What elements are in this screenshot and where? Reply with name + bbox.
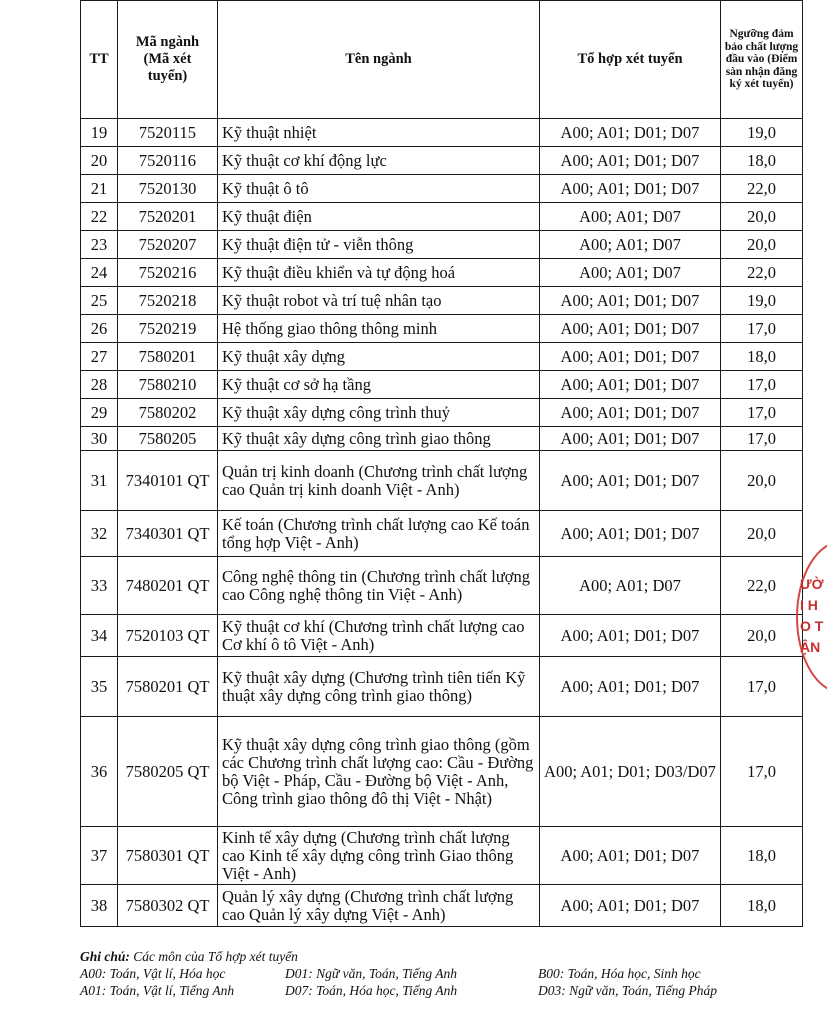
header-name: Tên ngành <box>218 1 540 119</box>
cell-name: Kỹ thuật xây dựng <box>218 343 540 371</box>
cell-code: 7580202 <box>118 399 218 427</box>
cell-score: 17,0 <box>721 717 803 827</box>
table-row <box>81 657 803 717</box>
table-row <box>81 315 803 343</box>
cell-combo: A00; A01; D01; D07 <box>540 147 721 175</box>
cell-tt: 23 <box>81 231 118 259</box>
stamp-text: O T <box>800 618 824 634</box>
notes-row-2 <box>80 982 820 999</box>
stamp-text: ƯỜ <box>800 576 824 592</box>
table-body <box>81 119 803 927</box>
cell-code: 7520216 <box>118 259 218 287</box>
cell-tt: 36 <box>81 717 118 827</box>
cell-score: 20,0 <box>721 615 803 657</box>
cell-code: 7580201 QT <box>118 657 218 717</box>
table-row <box>81 231 803 259</box>
cell-score: 18,0 <box>721 885 803 927</box>
cell-tt: 26 <box>81 315 118 343</box>
cell-combo: A00; A01; D01; D07 <box>540 451 721 511</box>
notes-row-1 <box>80 965 820 982</box>
cell-code: 7520218 <box>118 287 218 315</box>
cell-tt: 32 <box>81 511 118 557</box>
cell-code: 7520219 <box>118 315 218 343</box>
cell-code: 7520103 QT <box>118 615 218 657</box>
cell-name: Kỹ thuật ô tô <box>218 175 540 203</box>
cell-score: 17,0 <box>721 371 803 399</box>
notes-section <box>80 948 820 999</box>
table-row <box>81 717 803 827</box>
note-item: A00: Toán, Vật lí, Hóa học <box>80 966 226 981</box>
cell-name: Kế toán (Chương trình chất lượng cao Kế toán tổng hợp Việt - Anh) <box>218 511 540 557</box>
note-item: B00: Toán, Hóa học, Sinh học <box>538 966 701 981</box>
header-threshold: Ngưỡng đảm bảo chất lượng đầu vào (Điểm sàn nhận đăng ký xét tuyển) <box>721 1 803 119</box>
cell-code: 7580301 QT <box>118 827 218 885</box>
cell-code: 7520207 <box>118 231 218 259</box>
cell-score: 19,0 <box>721 287 803 315</box>
cell-tt: 38 <box>81 885 118 927</box>
cell-score: 17,0 <box>721 657 803 717</box>
cell-combo: A00; A01; D01; D07 <box>540 343 721 371</box>
cell-tt: 35 <box>81 657 118 717</box>
cell-code: 7520130 <box>118 175 218 203</box>
cell-score: 22,0 <box>721 175 803 203</box>
cell-code: 7520116 <box>118 147 218 175</box>
header-combo: Tổ hợp xét tuyển <box>540 1 721 119</box>
table-row <box>81 175 803 203</box>
cell-combo: A00; A01; D01; D07 <box>540 885 721 927</box>
header-row <box>81 1 803 119</box>
cell-name: Kỹ thuật điện <box>218 203 540 231</box>
cell-tt: 28 <box>81 371 118 399</box>
table-row <box>81 259 803 287</box>
cell-combo: A00; A01; D01; D07 <box>540 427 721 451</box>
table-row <box>81 511 803 557</box>
cell-code: 7580205 QT <box>118 717 218 827</box>
cell-score: 20,0 <box>721 511 803 557</box>
cell-name: Kỹ thuật điện tử - viễn thông <box>218 231 540 259</box>
cell-name: Kỹ thuật nhiệt <box>218 119 540 147</box>
cell-name: Quản lý xây dựng (Chương trình chất lượng cao Quản lý xây dựng Việt - Anh) <box>218 885 540 927</box>
cell-combo: A00; A01; D07 <box>540 259 721 287</box>
cell-tt: 22 <box>81 203 118 231</box>
stamp-text: ẬN <box>800 639 821 655</box>
table-row <box>81 615 803 657</box>
cell-code: 7520115 <box>118 119 218 147</box>
cell-score: 18,0 <box>721 343 803 371</box>
cell-tt: 27 <box>81 343 118 371</box>
cell-score: 20,0 <box>721 451 803 511</box>
cell-tt: 20 <box>81 147 118 175</box>
cell-score: 17,0 <box>721 399 803 427</box>
note-item: D07: Toán, Hóa học, Tiếng Anh <box>285 983 458 998</box>
table-row <box>81 119 803 147</box>
cell-name: Hệ thống giao thông thông minh <box>218 315 540 343</box>
cell-tt: 19 <box>81 119 118 147</box>
cell-tt: 29 <box>81 399 118 427</box>
cell-combo: A00; A01; D01; D07 <box>540 119 721 147</box>
cell-code: 7480201 QT <box>118 557 218 615</box>
cell-score: 18,0 <box>721 147 803 175</box>
cell-score: 20,0 <box>721 203 803 231</box>
cell-name: Quản trị kinh doanh (Chương trình chất lượng cao Quản trị kinh doanh Việt - Anh) <box>218 451 540 511</box>
cell-tt: 30 <box>81 427 118 451</box>
cell-combo: A00; A01; D01; D07 <box>540 175 721 203</box>
cell-tt: 24 <box>81 259 118 287</box>
cell-combo: A00; A01; D07 <box>540 203 721 231</box>
table-row <box>81 343 803 371</box>
cell-score: 17,0 <box>721 315 803 343</box>
table-row <box>81 147 803 175</box>
cell-combo: A00; A01; D01; D07 <box>540 657 721 717</box>
note-item: A01: Toán, Vật lí, Tiếng Anh <box>80 983 235 998</box>
cell-combo: A00; A01; D01; D07 <box>540 399 721 427</box>
cell-name: Kỹ thuật cơ sở hạ tầng <box>218 371 540 399</box>
notes-title: Ghi chú: Các môn của Tổ hợp xét tuyển <box>80 949 298 964</box>
table-row <box>81 287 803 315</box>
stamp-text: I H <box>800 597 818 613</box>
cell-combo: A00; A01; D07 <box>540 557 721 615</box>
note-item: D01: Ngữ văn, Toán, Tiếng Anh <box>285 966 458 981</box>
cell-name: Công nghệ thông tin (Chương trình chất lượng cao Công nghệ thông tin Việt - Anh) <box>218 557 540 615</box>
cell-code: 7520201 <box>118 203 218 231</box>
cell-name: Kỹ thuật xây dựng công trình giao thông (gồm các Chương trình chất lượng cao: Cầu - Đường bộ Việt - Pháp, Cầu - Đường bộ Việt - Anh, Công trình giao thông đô thị Việt - Nhật) <box>218 717 540 827</box>
table-row <box>81 399 803 427</box>
cell-score: 20,0 <box>721 231 803 259</box>
note-item: D03: Ngữ văn, Toán, Tiếng Pháp <box>538 983 718 998</box>
table-row <box>81 451 803 511</box>
table-row <box>81 203 803 231</box>
cell-score: 18,0 <box>721 827 803 885</box>
cell-combo: A00; A01; D01; D07 <box>540 315 721 343</box>
table-row <box>81 827 803 885</box>
cell-name: Kinh tế xây dựng (Chương trình chất lượng cao Kinh tế xây dựng công trình Giao thông Việt - Anh) <box>218 827 540 885</box>
cell-combo: A00; A01; D01; D03/D07 <box>540 717 721 827</box>
cell-score: 19,0 <box>721 119 803 147</box>
cell-tt: 21 <box>81 175 118 203</box>
cell-name: Kỹ thuật cơ khí (Chương trình chất lượng cao Cơ khí ô tô Việt - Anh) <box>218 615 540 657</box>
header-code: Mã ngành (Mã xét tuyển) <box>118 1 218 119</box>
cell-name: Kỹ thuật robot và trí tuệ nhân tạo <box>218 287 540 315</box>
header-tt: TT <box>81 1 118 119</box>
cell-code: 7580302 QT <box>118 885 218 927</box>
admission-table <box>80 0 803 927</box>
cell-code: 7580210 <box>118 371 218 399</box>
cell-combo: A00; A01; D01; D07 <box>540 511 721 557</box>
cell-combo: A00; A01; D07 <box>540 231 721 259</box>
cell-combo: A00; A01; D01; D07 <box>540 287 721 315</box>
cell-combo: A00; A01; D01; D07 <box>540 827 721 885</box>
cell-combo: A00; A01; D01; D07 <box>540 371 721 399</box>
table-row <box>81 885 803 927</box>
cell-tt: 31 <box>81 451 118 511</box>
cell-score: 17,0 <box>721 427 803 451</box>
table-row <box>81 371 803 399</box>
cell-name: Kỹ thuật xây dựng công trình thuỷ <box>218 399 540 427</box>
cell-name: Kỹ thuật xây dựng công trình giao thông <box>218 427 540 451</box>
cell-code: 7340101 QT <box>118 451 218 511</box>
table-row <box>81 427 803 451</box>
cell-score: 22,0 <box>721 259 803 287</box>
cell-name: Kỹ thuật cơ khí động lực <box>218 147 540 175</box>
cell-code: 7340301 QT <box>118 511 218 557</box>
cell-tt: 25 <box>81 287 118 315</box>
cell-name: Kỹ thuật điều khiển và tự động hoá <box>218 259 540 287</box>
cell-name: Kỹ thuật xây dựng (Chương trình tiên tiến Kỹ thuật xây dựng công trình giao thông) <box>218 657 540 717</box>
cell-code: 7580205 <box>118 427 218 451</box>
cell-score: 22,0 <box>721 557 803 615</box>
table-row <box>81 557 803 615</box>
cell-combo: A00; A01; D01; D07 <box>540 615 721 657</box>
cell-code: 7580201 <box>118 343 218 371</box>
cell-tt: 37 <box>81 827 118 885</box>
cell-tt: 34 <box>81 615 118 657</box>
cell-tt: 33 <box>81 557 118 615</box>
